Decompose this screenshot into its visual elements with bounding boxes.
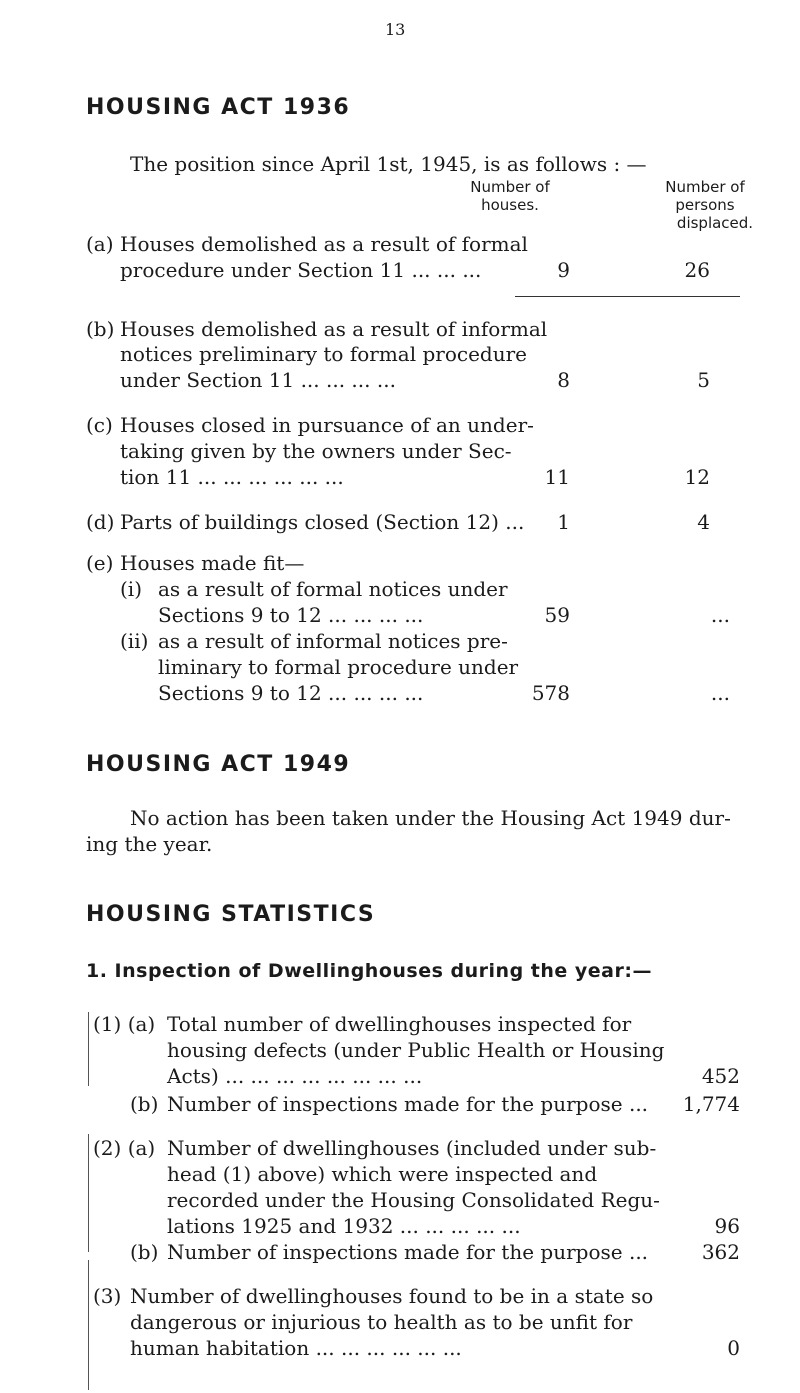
heading-housing-statistics: HOUSING STATISTICS	[86, 902, 376, 927]
persons-value: 4	[697, 510, 710, 534]
heading-housing-act-1936: HOUSING ACT 1936	[86, 95, 351, 120]
stat-value: 0	[727, 1336, 740, 1360]
houses-value: 9	[557, 258, 570, 282]
persons-value: 5	[697, 368, 710, 392]
stat-value: 362	[701, 1240, 740, 1264]
divider-rule	[515, 296, 740, 297]
houses-value: 578	[531, 681, 570, 705]
act1949-text-line: ing the year.	[86, 832, 213, 856]
stat-value: 1,774	[682, 1092, 740, 1116]
persons-value: ...	[710, 603, 730, 627]
subheading-inspection: 1. Inspection of Dwellinghouses during the year:—	[86, 960, 652, 982]
stat-value: 452	[701, 1064, 740, 1088]
persons-value: ...	[710, 681, 730, 705]
houses-value: 11	[544, 465, 570, 489]
intro-text: The position since April 1st, 1945, is as follows : —	[130, 152, 647, 176]
persons-value: 12	[684, 465, 710, 489]
houses-value: 8	[557, 368, 570, 392]
persons-value: 26	[684, 258, 710, 282]
act1949-text-line: No action has been taken under the Housing Act 1949 dur-	[130, 806, 731, 830]
stat-value: 96	[714, 1214, 740, 1238]
heading-housing-act-1949: HOUSING ACT 1949	[86, 752, 351, 777]
houses-value: 59	[544, 603, 570, 627]
margin-bar	[88, 1260, 89, 1390]
margin-bar	[88, 1012, 89, 1086]
houses-value: 1	[557, 510, 570, 534]
page-number: 13	[385, 20, 406, 39]
margin-bar	[88, 1134, 89, 1252]
